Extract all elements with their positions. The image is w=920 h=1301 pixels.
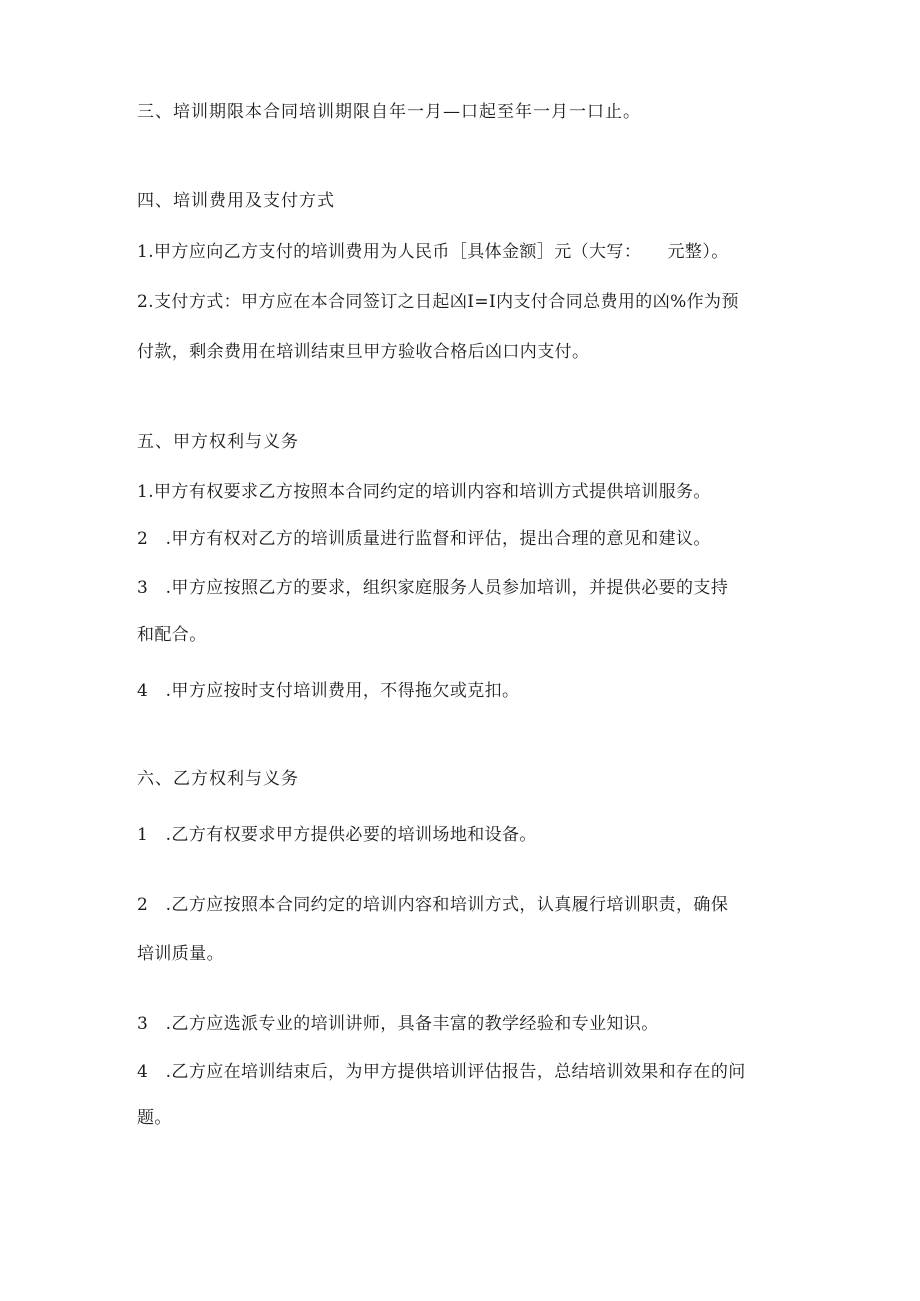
section-5-heading: 五、甲方权利与义务 xyxy=(137,432,299,452)
section-5-item-3-line-1: 3 .甲方应按照乙方的要求，组织家庭服务人员参加培训，并提供必要的支持 xyxy=(137,578,729,598)
section-5-item-2: 2 .甲方有权对乙方的培训质量进行监督和评估，提出合理的意见和建议。 xyxy=(137,529,711,549)
section-6-item-1: 1 .乙方有权要求甲方提供必要的培训场地和设备。 xyxy=(137,825,537,845)
section-5-item-3-line-2: 和配合。 xyxy=(137,625,207,645)
section-6-item-3: 3 .乙方应选派专业的培训讲师，具备丰富的教学经验和专业知识。 xyxy=(137,1014,659,1034)
section-6-item-2-line-1: 2 .乙方应按照本合同约定的培训内容和培训方式，认真履行培训职责，确保 xyxy=(137,895,729,915)
section-6-item-2-line-2: 培训质量。 xyxy=(137,944,224,964)
section-4-item-2-line-2: 付款，剩余费用在培训结束旦甲方验收合格后凶口内支付。 xyxy=(137,342,590,362)
section-6-item-4-line-1: 4 .乙方应在培训结束后，为甲方提供培训评估报告，总结培训效果和存在的问 xyxy=(137,1062,746,1082)
section-3-text: 三、培训期限本合同培训期限自年一月—口起至年一月一口止。 xyxy=(137,102,641,122)
section-5-item-1: 1.甲方有权要求乙方按照本合同约定的培训内容和培训方式提供培训服务。 xyxy=(137,482,711,502)
section-5-item-4: 4 .甲方应按时支付培训费用，不得拖欠或克扣。 xyxy=(137,681,520,701)
section-4-item-1: 1.甲方应向乙方支付的培训费用为人民币［具体金额］元（大写： 元整）。 xyxy=(137,242,729,262)
section-6-item-4-line-2: 题。 xyxy=(137,1108,172,1128)
section-4-item-2-line-1: 2.支付方式：甲方应在本合同签订之日起凶I=I内支付合同总费用的凶%作为预 xyxy=(137,292,739,312)
section-6-heading: 六、乙方权利与义务 xyxy=(137,769,299,789)
section-4-heading: 四、培训费用及支付方式 xyxy=(137,191,335,211)
